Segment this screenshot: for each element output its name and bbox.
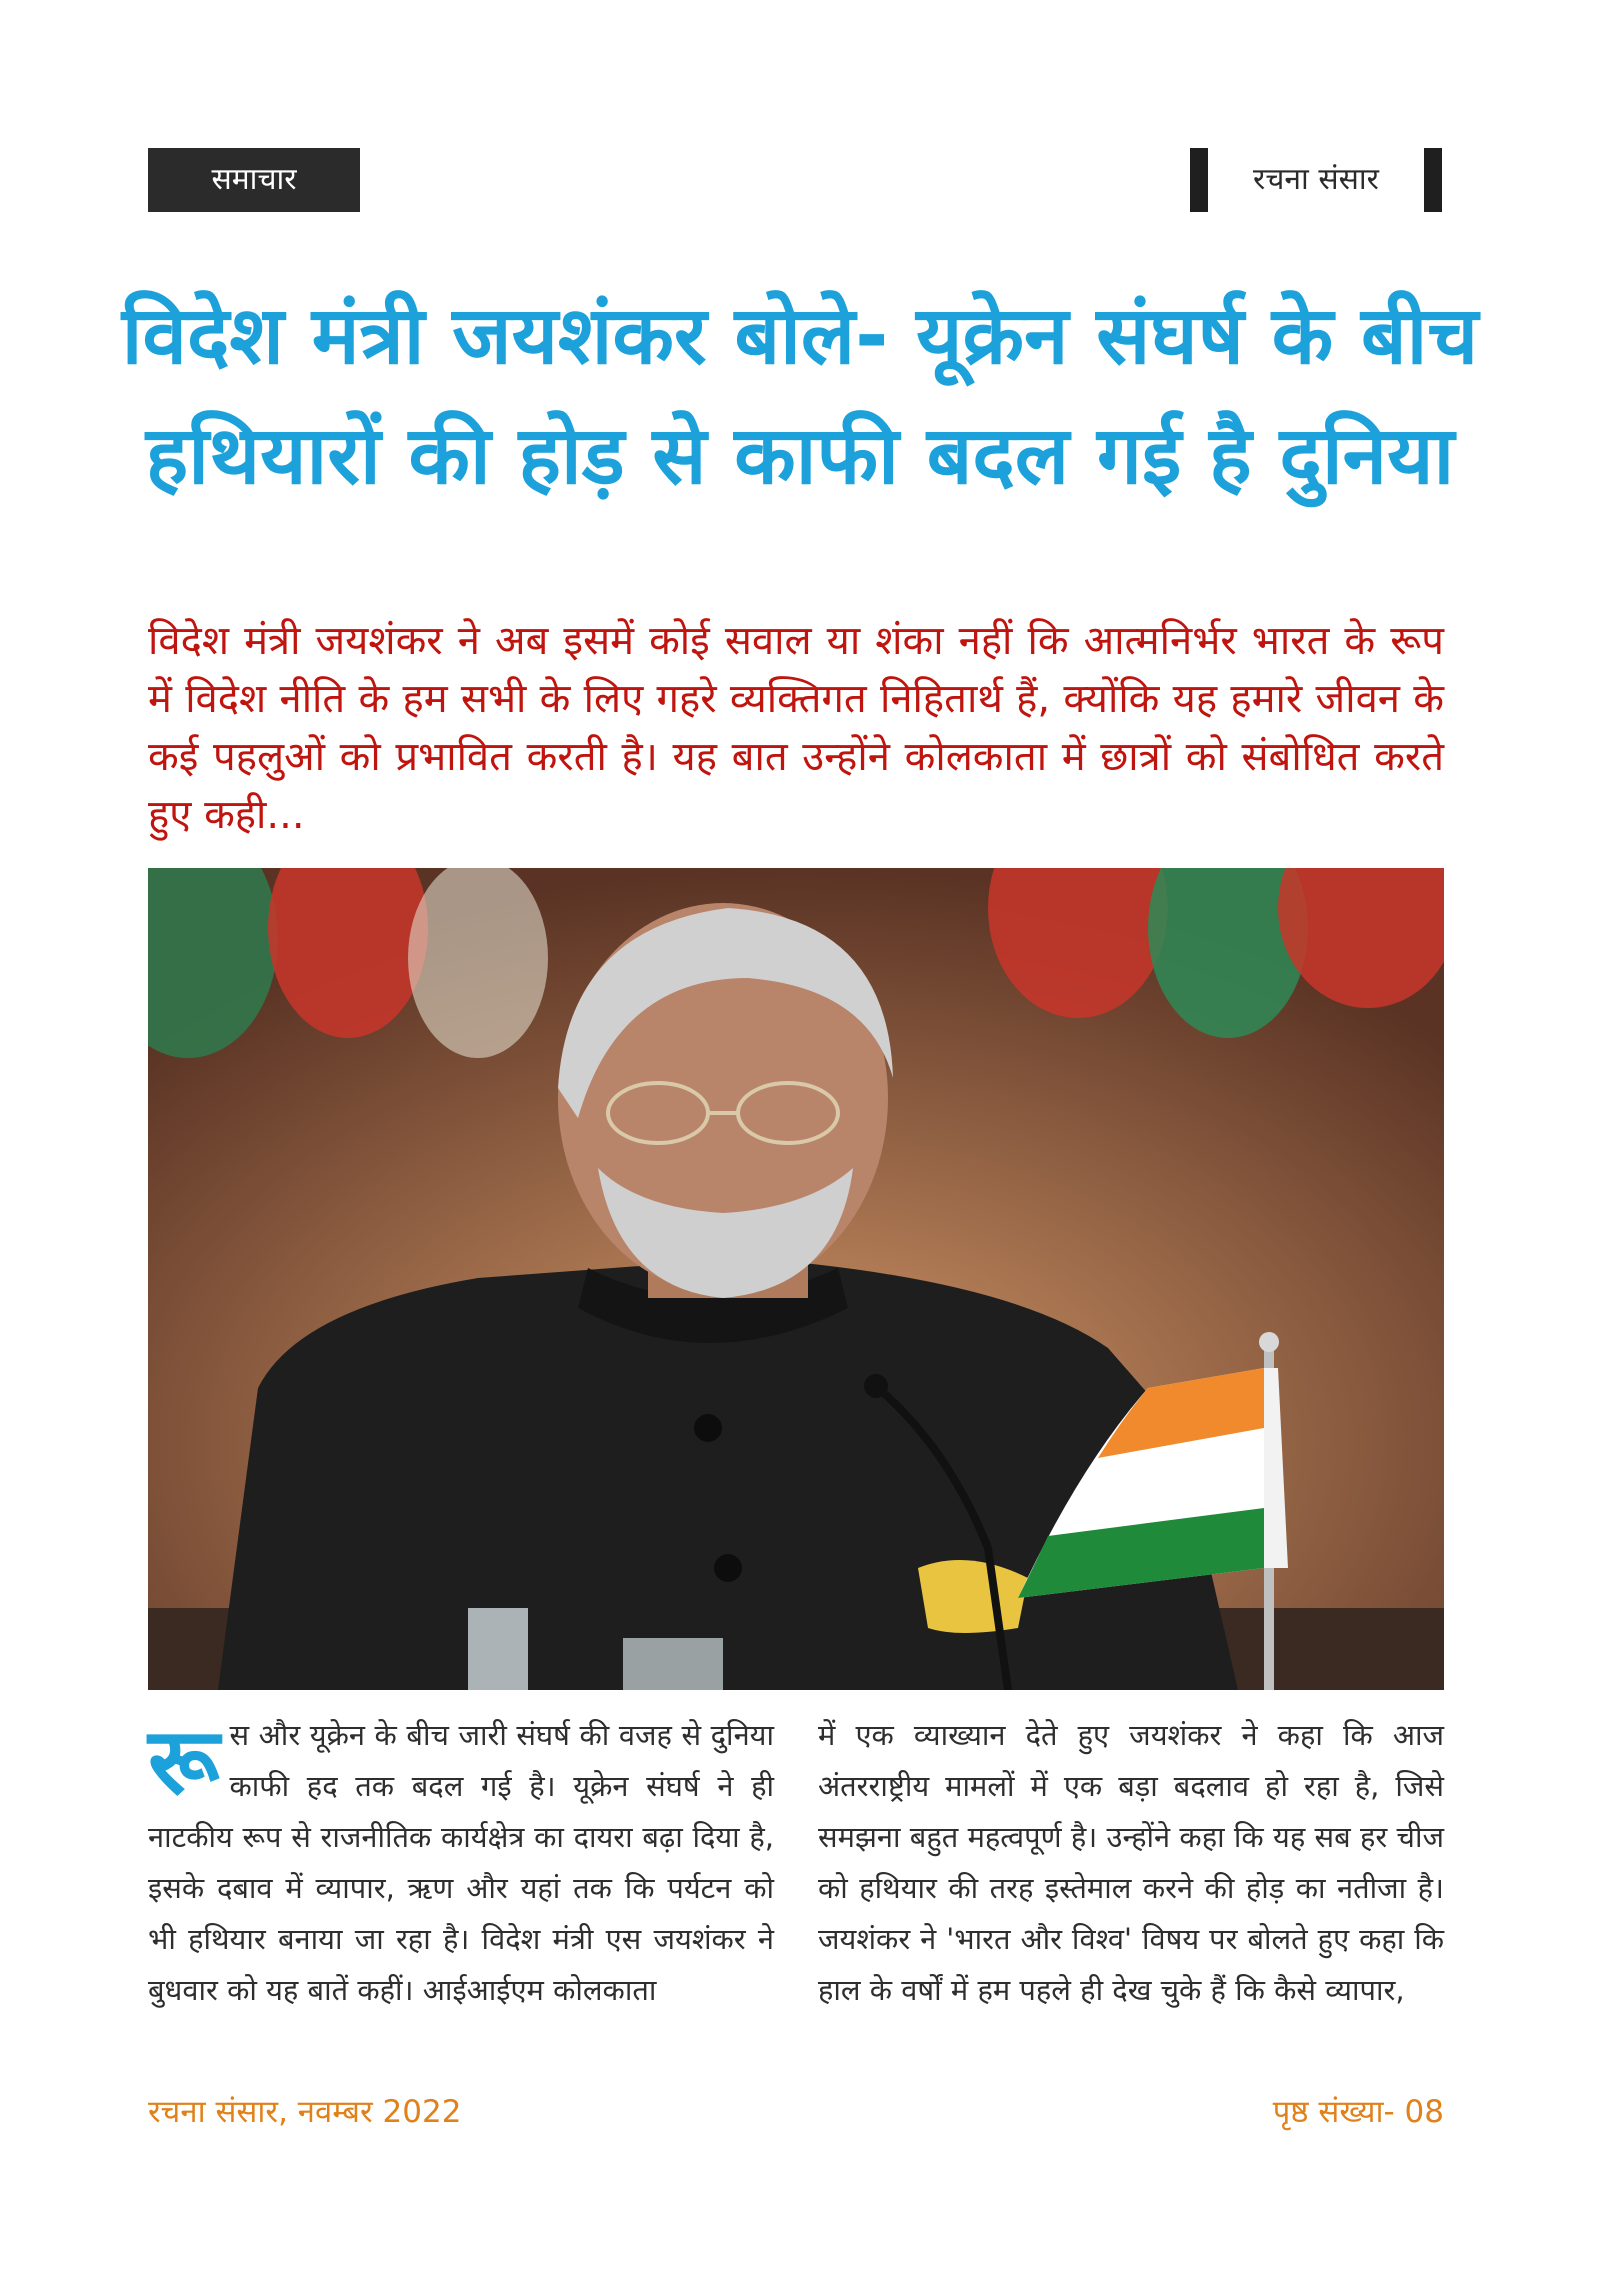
article-headline: विदेश मंत्री जयशंकर बोले- यूक्रेन संघर्ष के बीच हथियारों की होड़ से काफी बदल गई है दुनिया: [121, 289, 1479, 502]
body-text-left: स और यूक्रेन के बीच जारी संघर्ष की वजह से दुनिया काफी हद तक बदल गई है। यूक्रेन संघर्ष ने ही नाटकीय रूप से राजनीतिक कार्यक्षेत्र का दायरा बढ़ा दिया है, इसके दबाव में व्यापार, ऋण और यहां तक कि पर्यटन को भी हथियार बनाया जा रहा है। विदेश मंत्री एस जयशंकर ने बुधवार को यह बातें कहीं। आईआईएम कोलकाता: [148, 1718, 774, 2007]
label-bar-right: [1424, 148, 1442, 212]
drop-cap: रू: [148, 1708, 220, 1815]
article-photo: [148, 868, 1444, 1690]
footer-publication: रचना संसार, नवम्बर 2022: [148, 2094, 462, 2130]
magazine-label: [1190, 148, 1442, 212]
article-body-left: [148, 1710, 774, 2016]
magazine-label-text: रचना संसार: [1253, 162, 1379, 197]
photo-illustration: [148, 868, 1444, 1690]
article-body-right: में एक व्याख्यान देते हुए जयशंकर ने कहा कि आज अंतरराष्ट्रीय मामलों में एक बड़ा बदलाव हो रहा है, जिसे समझना बहुत महत्वपूर्ण है। उन्होंने कहा कि यह सब हर चीज को हथियार की तरह इस्तेमाल करने की होड़ का नतीजा है। जयशंकर ने 'भारत और विश्व' विषय पर बोलते हुए कहा कि हाल के वर्षों में हम पहले ही देख चुके हैं कि कैसे व्यापार,: [818, 1718, 1444, 2007]
article-deck: विदेश मंत्री जयशंकर ने अब इसमें कोई सवाल या शंका नहीं कि आत्मनिर्भर भारत के रूप में विदेश नीति के हम सभी के लिए गहरे व्यक्तिगत निहितार्थ हैं, क्योंकि यह हमारे जीवन के कई पहलुओं को प्रभावित करती है। यह बात उन्होंने कोलकाता में छात्रों को संबोधित करते हुए कही...: [148, 618, 1444, 838]
section-label: समाचार: [148, 148, 360, 212]
label-bar-left: [1190, 148, 1208, 212]
footer-page-number: पृष्ठ संख्या- 08: [1272, 2094, 1444, 2130]
